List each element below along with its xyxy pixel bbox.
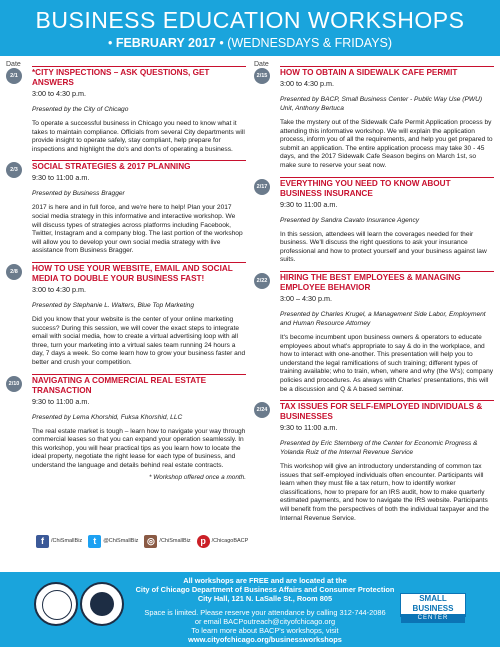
date-badge: 2/24 [254, 402, 270, 418]
workshop-entry [6, 374, 246, 471]
facebook-link[interactable]: f /ChiSmallBiz [36, 535, 82, 548]
date-column-label: Date [6, 61, 21, 68]
workshop-presenter: Presented by BACP, Small Business Center - Public Way Use (PWU) Unit, Anthony Bertuca [280, 96, 483, 112]
workshop-time: 3:00 to 4:30 p.m. [32, 284, 86, 294]
workshop-description: Take the mystery out of the Sidewalk Cafe Permit Application process by attending this informative workshop. We will explain the application process, inform you of all the requirements, and help you get prepared to submit an application. The entire application process may take 30 - 45 days, and the 2017 Sidewalk Cafe Season begins on March 1st, so make sure to reserve your seat now. [280, 119, 493, 169]
instagram-icon: ◎ [144, 535, 157, 548]
workshop-presenter: Presented by Sandra Cavato Insurance Agency [280, 216, 420, 224]
workshop-title: *CITY INSPECTIONS – ASK QUESTIONS, GET ANSWERS [32, 66, 246, 88]
date-badge: 2/1 [6, 68, 22, 84]
page-footer [0, 572, 500, 647]
bullet: • [219, 36, 224, 50]
workshop-time: 9:30 to 11:00 a.m. [32, 173, 90, 183]
facebook-icon: f [36, 535, 49, 548]
workshop-description: 2017 is here and in full force, and we're here to help! Plan your 2017 social media strategy in this informative and interactive workshop. We will discuss types of strategies across platforms including Facebook, Twitter, Instagram and a company blog. The last portion of the workshop will allow you to develop your own social media strategy with live assistance from Business Bragger. [32, 204, 243, 255]
city-seal-logo [34, 582, 78, 626]
workshop-entry [254, 177, 494, 265]
workshop-time: 9:30 to 11:00 a.m. [32, 396, 90, 406]
date-badge: 2/17 [254, 179, 270, 195]
workshop-time: 9:30 to 11:00 a.m. [280, 423, 338, 433]
pinterest-link[interactable]: p /ChicagoBACP [197, 535, 249, 548]
workshops-link[interactable]: www.cityofchicago.org/businessworkshops [188, 635, 342, 645]
date-badge: 2/8 [6, 264, 22, 280]
workshop-description: The real estate market is tough – learn how to navigate your way through commercial leases so that you can expand your operation seamlessly. In this workshop, you will hear practical tips as you learn how to locate the ideal property, negotiate the right lease for each type of business, and understand the language and details behind real estate contracts. [32, 427, 246, 469]
twitter-link[interactable]: t @ChiSmallBiz [88, 535, 138, 548]
workshop-presenter: Presented by Stephanie L. Walters, Blue Top Marketing [32, 301, 195, 309]
bullet: • [107, 36, 113, 50]
workshop-time: 9:30 to 11:00 a.m. [280, 199, 338, 209]
twitter-icon: t [88, 535, 101, 548]
date-badge: 2/3 [6, 162, 22, 178]
footer-email: or email BACPoutreach@cityofchicago.org [194, 617, 336, 626]
workshop-description: To operate a successful business in Chicago you need to know what it takes to maintain compliance. Officials from several City departments will provide insight to operate safely, stay compliant, help prepare for inspections and highlight the do's and don'ts of operating a business. [32, 120, 245, 153]
workshop-entry [6, 66, 246, 154]
right-column [254, 61, 494, 529]
workshop-presenter: Presented by Eric Sternberg of the Center for Economic Progress & Yolanda Ruiz of the Internal Revenue Service [280, 440, 478, 457]
workshop-time: 3:00 to 4:30 p.m. [32, 89, 86, 98]
footer-address: City Hall, 121 N. LaSalle St., Room 805 [197, 594, 333, 603]
workshop-title: SOCIAL STRATEGIES & 2017 PLANNING [32, 160, 246, 172]
workshop-presenter: Presented by the City of Chicago [32, 106, 129, 113]
workshop-presenter: Presented by Charles Krugel, a Management Side Labor, Employment and Human Resource Attorney [280, 310, 486, 327]
workshop-description: In this session, attendees will learn the coverages needed for their business. We'll discuss the right questions to ask your insurance professional and how to protect yourself and your business against law suits. [280, 230, 487, 264]
page-subtitle [0, 35, 500, 51]
workshop-time: 3:00 to 4:30 p.m. [280, 79, 334, 88]
workshop-presenter: Presented by Lema Khorshid, Fuksa Khorshid, LLC [32, 413, 183, 421]
instagram-link[interactable]: ◎ /ChiSmallBiz [144, 535, 190, 548]
date-column-label: Date [254, 61, 269, 68]
month-label: FEBRUARY 2017 [115, 36, 216, 50]
workshop-entry [254, 66, 494, 171]
workshop-title: HIRING THE BEST EMPLOYEES & MANAGING EMPLOYEE BEHAVIOR [280, 271, 494, 293]
workshop-entry [6, 160, 246, 256]
workshop-title: HOW TO OBTAIN A SIDEWALK CAFE PERMIT [280, 66, 494, 78]
workshop-title: EVERYTHING YOU NEED TO KNOW ABOUT BUSINESS INSURANCE [280, 177, 494, 199]
page-title: BUSINESS EDUCATION WORKSHOPS [35, 7, 465, 33]
workshop-title: TAX ISSUES FOR SELF-EMPLOYED INDIVIDUALS & BUSINESSES [280, 400, 494, 422]
workshop-title: NAVIGATING A COMMERCIAL REAL ESTATE TRANSACTION [32, 374, 246, 396]
left-column [6, 61, 246, 482]
page-header [0, 0, 500, 56]
workshop-entry [6, 262, 246, 368]
workshop-description: Did you know that your website is the center of your online marketing success? During this session, we will cover the exact steps to integrate email with social media, how to create a virtual advertising loop with all three, turn your marketing into a virtual sales team running 24 hours a day, 7 days a week. So come learn how to grow your business faster and better and crush your competition. [32, 315, 246, 366]
date-badge: 2/15 [254, 68, 270, 84]
workshop-description: This workshop will give an introductory understanding of common tax issues that self-employed individuals often encounter. Participants will learn when they must file a tax return, how to identify worker classifications, how to prepare for an IRS audit, how to make quarterly estimated payments, and how to navigate the IRS website. Participants will benefit from the perspectives of both the individual taxpayer and the Internal Revenue Service. [280, 463, 489, 522]
date-badge: 2/10 [6, 376, 22, 392]
footer-line: Space is limited. Please reserve your attendance by calling 312-744-2086 [144, 608, 386, 617]
workshop-title: HOW TO USE YOUR WEBSITE, EMAIL AND SOCIAL MEDIA TO DOUBLE YOUR BUSINESS FAST! [32, 262, 246, 284]
days-label: (WEDNESDAYS & FRIDAYS) [227, 36, 393, 50]
date-badge: 2/22 [254, 273, 270, 289]
workshop-time: 3:00 – 4:30 p.m. [280, 293, 332, 303]
social-links [36, 533, 248, 549]
footer-line: City of Chicago Department of Business Affairs and Consumer Protection [135, 585, 395, 594]
footer-line: To learn more about BACP's workshops, visit www.cityofchicago.org/businessworkshops [188, 626, 342, 645]
footer-line: All workshops are FREE and are located at the [183, 576, 347, 585]
pinterest-icon: p [197, 535, 210, 548]
small-business-center-logo: SMALL BUSINESS CENTER [400, 593, 466, 617]
footnote: * Workshop offered once a month. [149, 474, 246, 482]
workshop-description: It's become incumbent upon business owners & operators to educate employees about what's appropriate to say & do in the workplace, and how to interact with one-another. This presentation will help you to understand the legal ramifications of such training; different types of training available; who to train, when, where and why (the W's); company policies and procedures. As always with Charles' presentations, this will be a discussion and Q & A based seminar. [280, 333, 494, 393]
workshop-entry [254, 271, 494, 394]
workshop-presenter: Presented by Business Bragger [32, 190, 125, 198]
workshop-entry [254, 400, 494, 523]
department-seal-logo [80, 582, 124, 626]
